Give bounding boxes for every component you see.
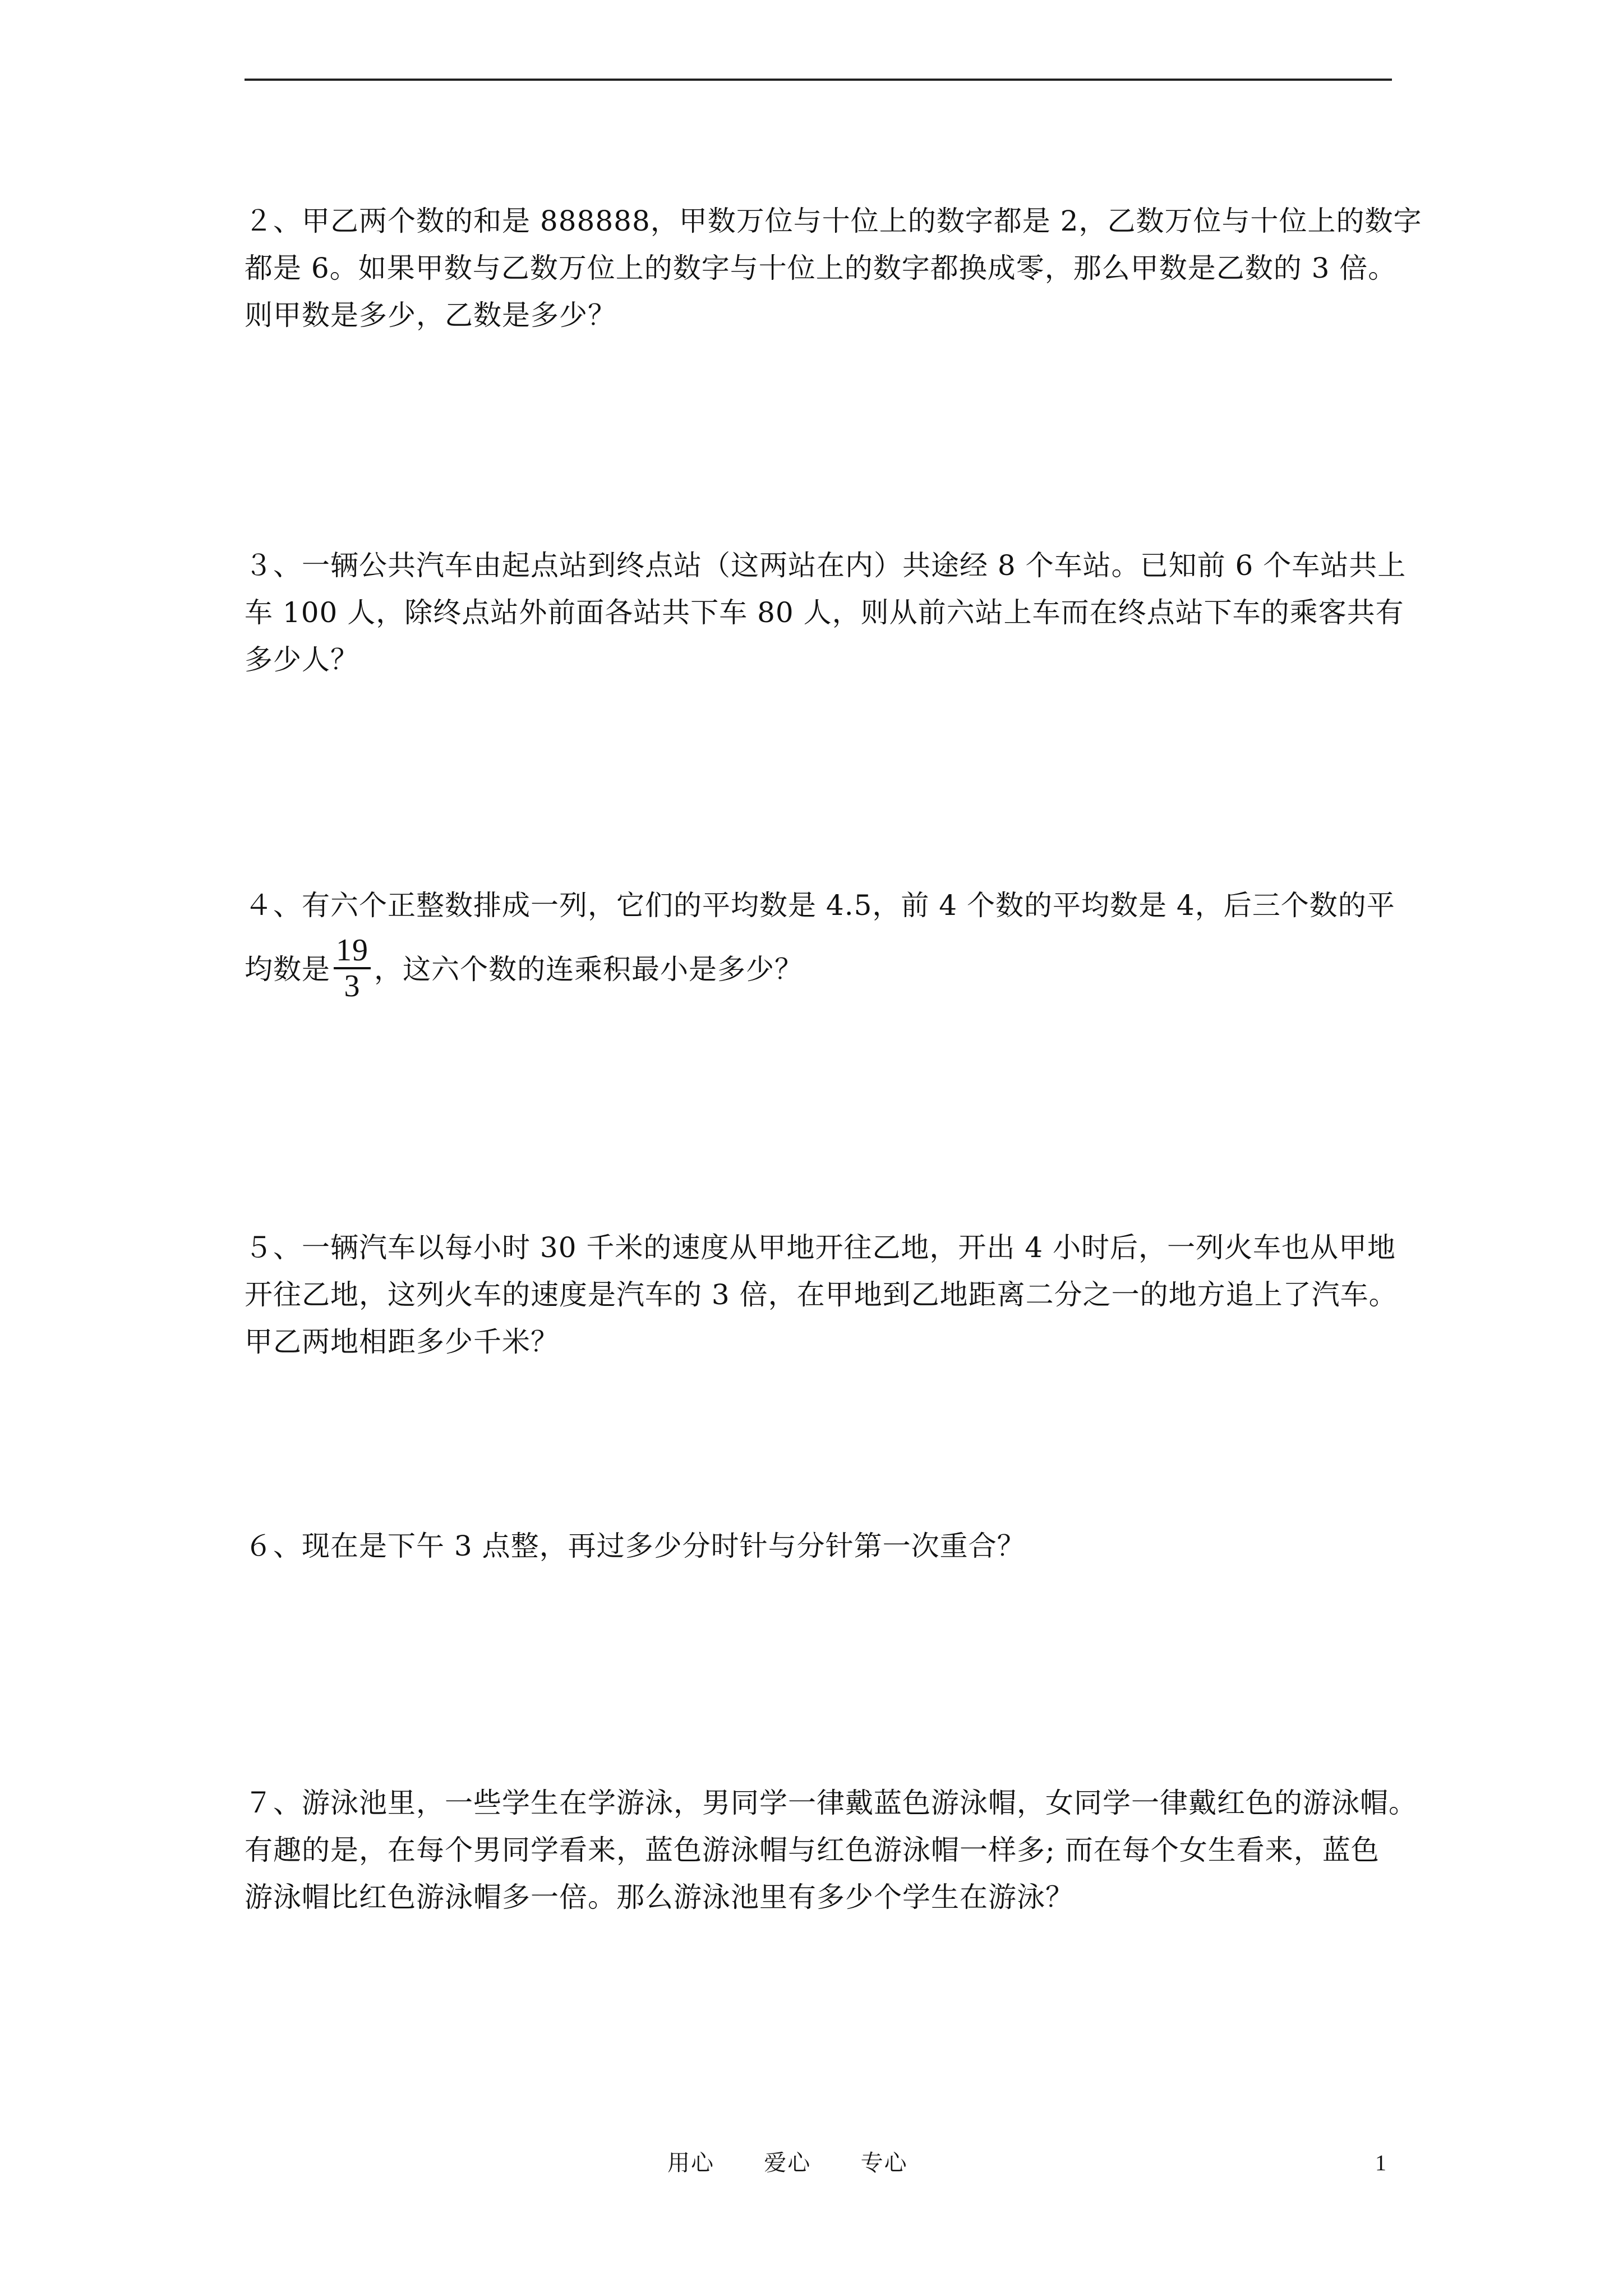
fraction-denominator: 3 [344,969,361,1004]
question-2 [245,197,1422,339]
question-line: 开往乙地，这列火车的速度是汽车的 3 倍，在甲地到乙地距离二分之一的地方追上了汽车。 [245,1278,1398,1311]
question-line-with-fraction [245,933,1392,1006]
page-number: 1 [1375,2150,1386,2175]
question-4 [245,882,1395,1006]
question-6 [245,1522,1392,1570]
fraction [334,933,371,1003]
footer-text: 用心 爱心 专心 [667,2150,908,2176]
question-line: 甲乙两地相距多少千米？ [245,1326,559,1358]
question-5 [245,1224,1398,1365]
fraction-numerator: 19 [334,933,371,969]
question-line: 游泳帽比红色游泳帽多一倍。那么游泳池里有多少个学生在游泳？ [245,1881,1074,1913]
question-text: 均数是 [245,953,330,986]
question-line: ２、甲乙两个数的和是 888888，甲数万位与十位上的数字都是 2，乙数万位与十位上的数字 [245,205,1422,237]
question-line: ４、有六个正整数排成一列，它们的平均数是 4.5，前 4 个数的平均数是 4，后三个数的平 [245,889,1395,922]
question-line: 多少人？ [245,643,359,676]
question-line: 有趣的是，在每个男同学看来，蓝色游泳帽与红色游泳帽一样多; 而在每个女生看来，蓝色 [245,1834,1380,1866]
header-rule [245,79,1392,81]
question-text: ，这六个数的连乘积最小是多少？ [374,953,803,986]
question-line: ３、一辆公共汽车由起点站到终点站（这两站在内）共途经 8 个车站。已知前 6 个车站共上 [245,549,1407,582]
question-line: ６、现在是下午 3 点整，再过多少分时针与分针第一次重合？ [245,1530,1026,1562]
question-line: 都是 6。如果甲数与乙数万位上的数字与十位上的数字都换成零，那么甲数是乙数的 3 倍。 [245,252,1397,284]
question-7 [245,1779,1417,1921]
question-3 [245,542,1407,683]
question-line: ５、一辆汽车以每小时 30 千米的速度从甲地开往乙地，开出 4 小时后，一列火车也从甲地 [245,1231,1396,1264]
question-line: 则甲数是多少，乙数是多少？ [245,299,616,332]
question-line: 车 100 人，除终点站外前面各站共下车 80 人，则从前六站上车而在终点站下车的乘客共有 [245,596,1404,629]
question-line: ７、游泳池里，一些学生在学游泳，男同学一律戴蓝色游泳帽，女同学一律戴红色的游泳帽。 [245,1787,1417,1819]
